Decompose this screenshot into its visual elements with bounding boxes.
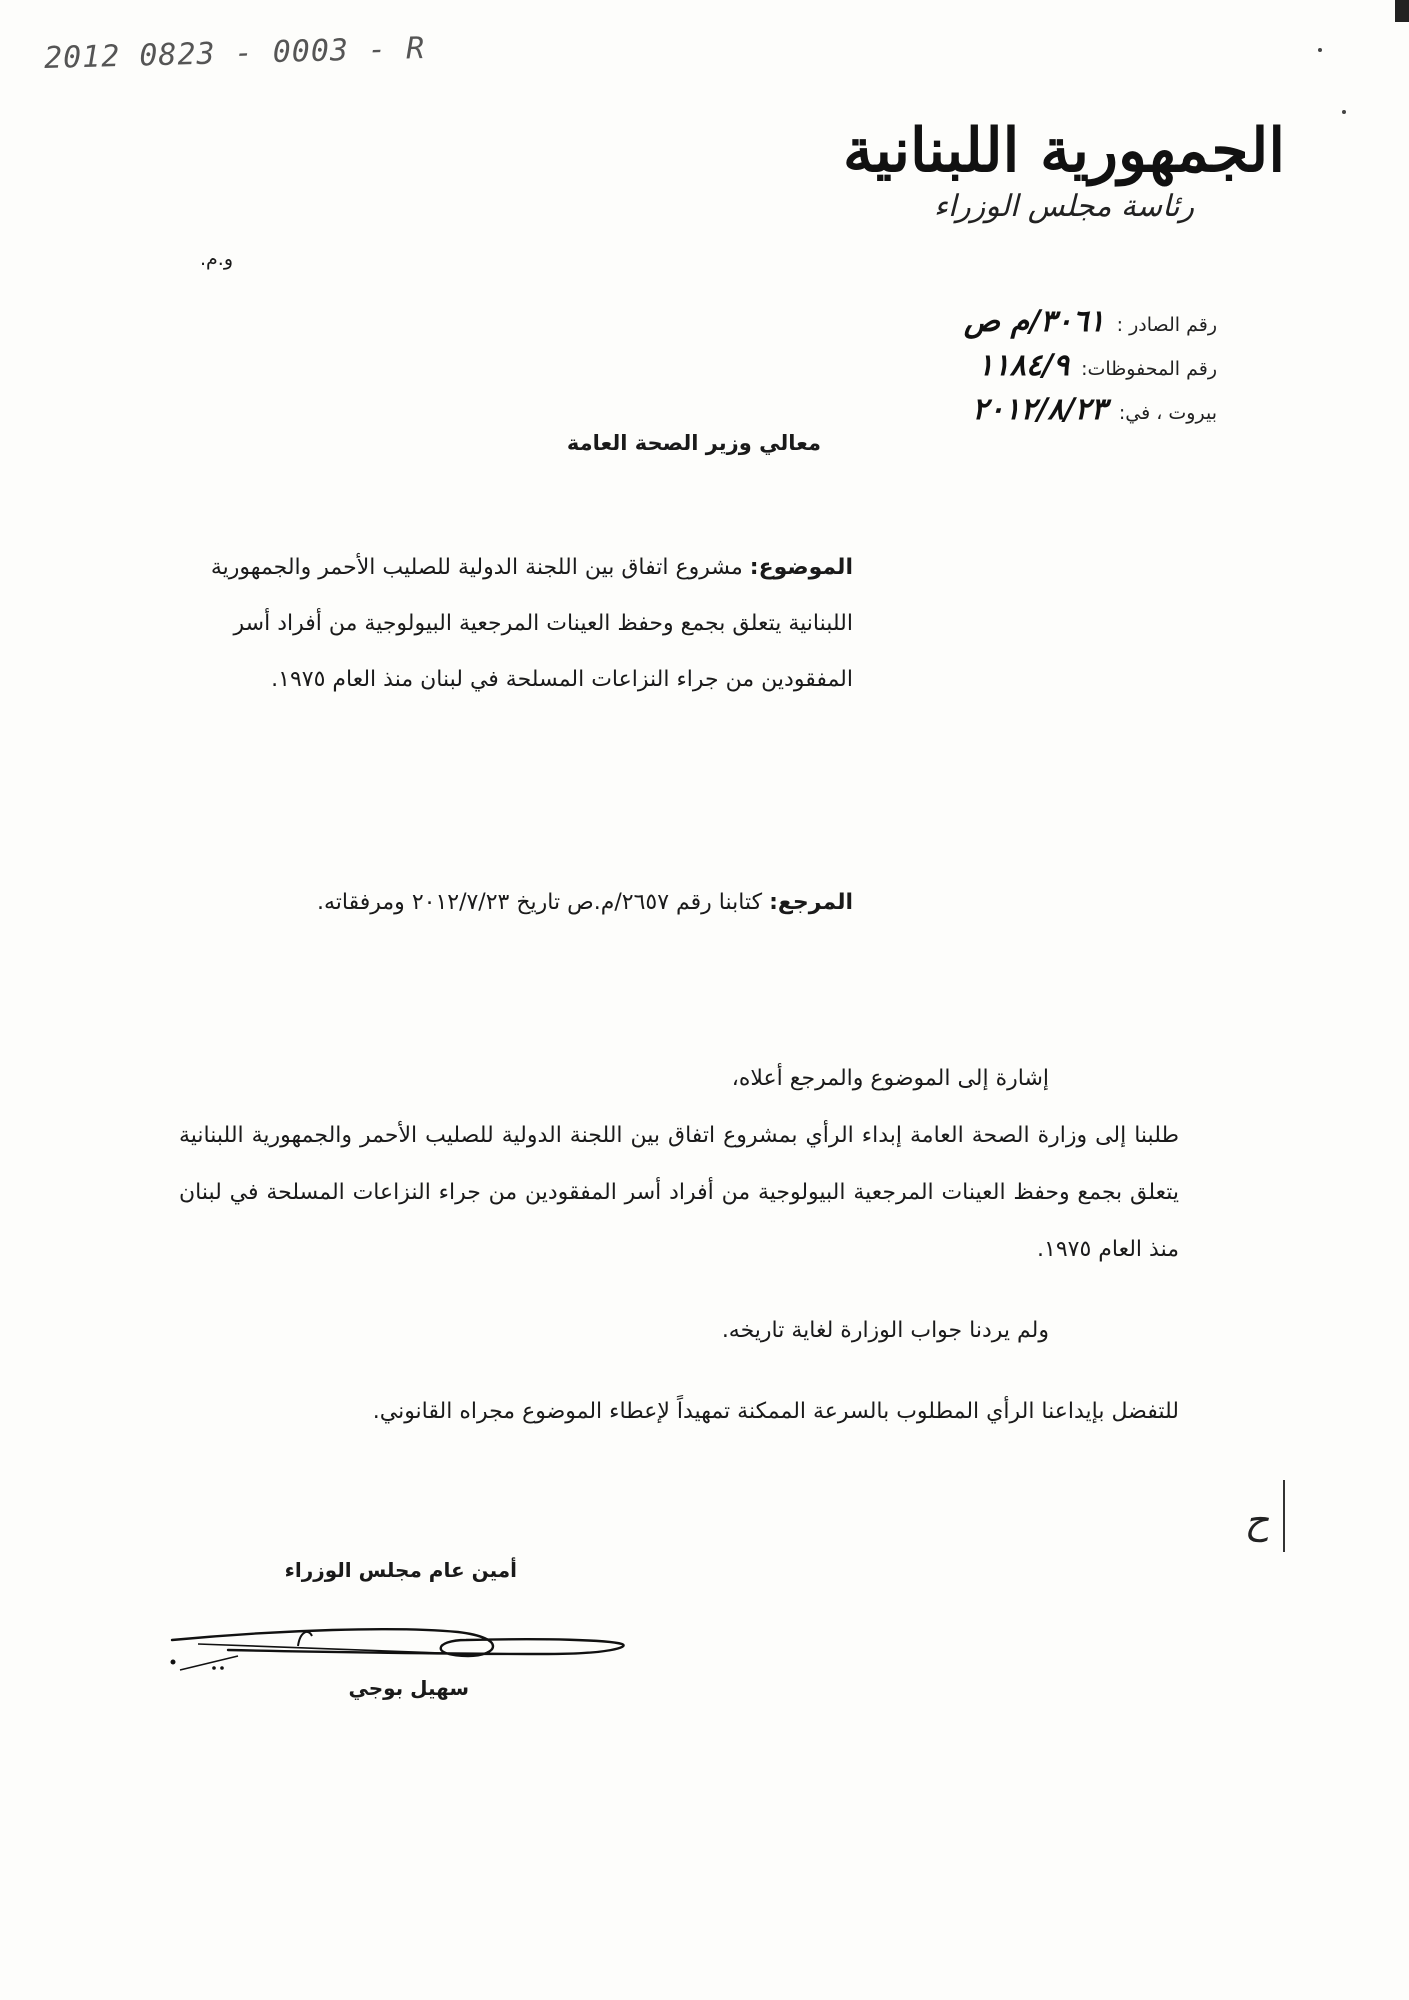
handwritten-initials: ح — [1244, 1498, 1269, 1542]
archive-number-label: رقم المحفوظات: — [1081, 358, 1217, 380]
archive-number-value: ١١٨٤/٩ — [977, 348, 1070, 383]
letter-body — [179, 1050, 1179, 1440]
issued-number-row — [877, 300, 1217, 344]
place-date-row — [877, 388, 1217, 432]
reference-label: المرجع: — [769, 890, 853, 915]
archive-number-row — [877, 344, 1217, 388]
body-paragraph-4: للتفضل بإيداعنا الرأي المطلوب بالسرعة الممكنة تمهيداً لإعطاء الموضوع مجراه القانوني. — [372, 1399, 1179, 1424]
addressee: معالي وزير الصحة العامة — [566, 431, 821, 455]
scan-speck — [1342, 110, 1346, 114]
body-paragraph-3: ولم يردنا جواب الوزارة لغاية تاريخه. — [721, 1318, 1049, 1343]
body-paragraph-1: إشارة إلى الموضوع والمرجع أعلاه، — [731, 1066, 1049, 1091]
signatory-name: سهيل بوجي — [348, 1676, 469, 1700]
issued-number-label: رقم الصادر : — [1116, 314, 1217, 336]
reference-text: كتابنا رقم ٢٦٥٧/م.ص تاريخ ٢٠١٢/٧/٢٣ ومرفقاته. — [317, 890, 763, 915]
letterhead-subtitle: رئاسة مجلس الوزراء — [933, 189, 1195, 224]
letterhead — [842, 116, 1285, 224]
margin-line — [1283, 1480, 1285, 1552]
body-paragraph-2: طلبنا إلى وزارة الصحة العامة إبداء الرأي بمشروع اتفاق بين اللجنة الدولية للصليب الأحمر والجمهورية اللبنانية يتعلق بجمع وحفظ العينات المرجعية البيولوجية من أفراد أسر المفقودين من جراء النزاعات المسلحة في لبنان منذ العام ١٩٧٥. — [179, 1123, 1179, 1262]
subject-block — [193, 540, 853, 708]
subject-text: مشروع اتفاق بين اللجنة الدولية للصليب الأحمر والجمهورية اللبنانية يتعلق بجمع وحفظ العينات المرجعية البيولوجية من أفراد أسر المفقودين من جراء النزاعات المسلحة في لبنان منذ العام ١٩٧٥. — [210, 555, 853, 692]
reference-block-text — [193, 876, 853, 930]
scan-edge-mark — [1395, 0, 1409, 22]
seal-mark: و.م. — [200, 248, 234, 270]
letterhead-title: الجمهورية اللبنانية — [842, 116, 1285, 186]
scan-speck — [1318, 48, 1322, 52]
issued-number-value: ٣٠٦١/م ص — [963, 304, 1105, 339]
place-date-value: ٢٠١٢/٨/٢٣ — [972, 392, 1107, 427]
place-date-label: بيروت ، في: — [1118, 402, 1217, 424]
subject-label: الموضوع: — [749, 555, 853, 580]
reference-block — [877, 300, 1217, 432]
archive-id-stamp: 2012 0823 - 0003 - R — [43, 31, 426, 76]
signatory-title: أمين عام مجلس الوزراء — [284, 1558, 517, 1582]
